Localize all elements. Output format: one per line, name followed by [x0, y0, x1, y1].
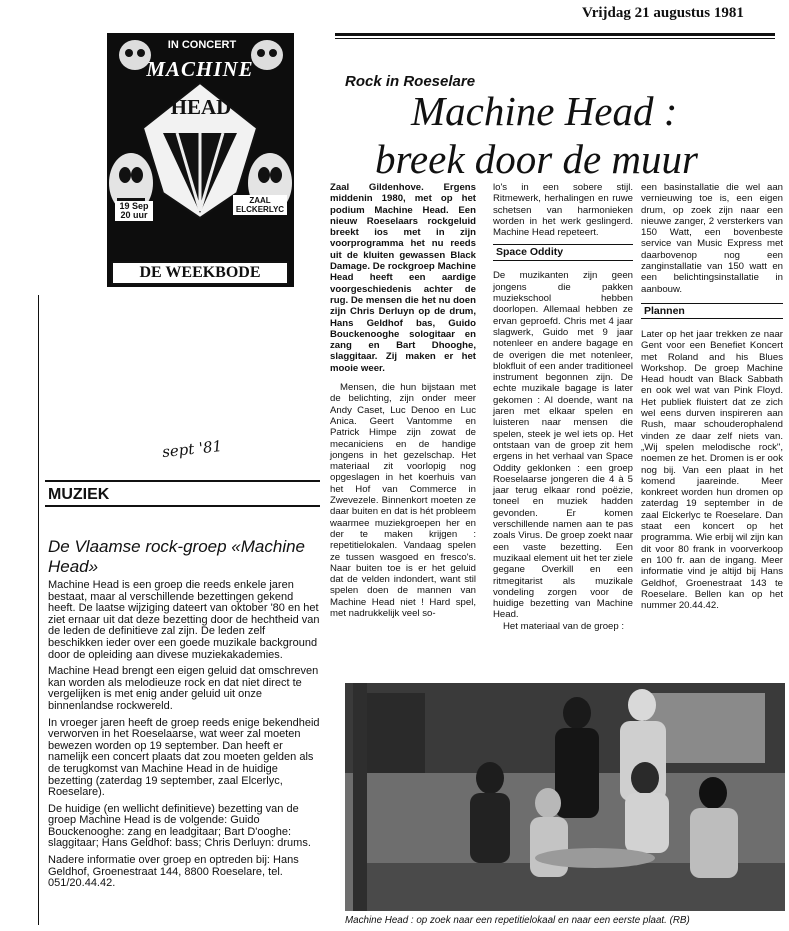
article-title-line2: breek door de muur [375, 136, 698, 182]
clipping-paragraph: Machine Head brengt een eigen geluid dat omschreven kan worden als melodieuze rock en dat niet direct te vergelijken is met enig ander geluid uit onze binnenlandse rockwereld. [48, 665, 319, 712]
poster-band-top: MACHINE [146, 57, 254, 81]
section-rule [45, 505, 320, 507]
article-column-1 [330, 182, 476, 619]
article-title-line1: Machine Head : [411, 88, 678, 134]
article-paragraph: Het materiaal van de groep : [503, 620, 625, 632]
clipping-paragraph: Nadere informatie over groep en optreden bij: Hans Geldhof, Groenestraat 144, 8800 Roeselare, tel. 051/20.44.42. [48, 854, 299, 890]
newspaper-date: Vrijdag 21 augustus 1981 [582, 5, 744, 21]
subhead-space-oddity: Space Oddity [493, 244, 633, 260]
article-paragraph: lo's in een sobere stijl. Ritmewerk, herhalingen en ruwe schetsen van harmonieken worden in het werk geslingerd. Machine Head repeteert. [493, 182, 633, 239]
clipping-headline: De Vlaamse rock-groep «Machine Head» [48, 537, 306, 576]
article-column-2 [493, 182, 633, 632]
concert-poster [107, 33, 294, 287]
clipping-paragraph: Machine Head is een groep die reeds enkele jaren bestaat, maar al verschillende bezettingen gekend heeft. De laatse wijziging dateert van oktober '80 en het ziet ernaar uit dat deze bezetting door de hechtheid van de leden de definitieve zal zijn. De leden zelf beschikken ieder over een goede muzikale background door de opleiding aan divese muziekakademies. [48, 579, 320, 661]
handwritten-date-note: sept '81 [161, 436, 223, 462]
band-photo-artwork [345, 683, 785, 911]
header-rule [335, 33, 775, 36]
subhead-plannen: Plannen [641, 303, 783, 319]
section-label: MUZIEK [48, 486, 110, 503]
article-paragraph: De muzikanten zijn geen jongens die pakken muziekschool hebben doorlopen. Allemaal hebben ze ervan geproefd. Chris met 4 jaar slagwerk, Guido met 9 jaar notenleer en andere bagage en de overigen die met notenleer, blokfluit of een ander traditioneel instrument begonnen zijn. De echte muzikale bagage is later gekomen : Al doende, want na jaren met elkaar spelen en luisteren naar mensen die spelen, steek je wel iets op. Het ontstaan van de groep zit hem ergens in het verhaal van Space Oddity geklonken : een groep Roeselaarse jongeren die 4 à 5 jaar terug elkaar rond poëzie, toneel en muziek hadden gevonden. Er komen verschillende namen aan te pas zoals Virus. De groep zoekt naar een vaste bezetting. Een muzikaal element uit het ter ziele gegane Overkill en een ritmegitarist als muzikale vondeling zorgen voor de huidige bezetting van Machine Head. [493, 270, 633, 621]
article-kicker: Rock in Roeselare [345, 73, 476, 90]
clipping-border [38, 295, 39, 925]
photo-caption: Machine Head : op zoek naar een repetitielokaal en naar een eerste plaat. (RB) [345, 915, 690, 926]
poster-publication: DE WEEKBODE [111, 261, 289, 285]
article-paragraph: Mensen, die hun bijstaan met de belichting, zijn onder meer Andy Caset, Luc Denoo en Luc Anica. Geert Vantomme en Patrick Himpe zijn zowat de mecaniciens en de handige jongens in het gezelschap. Het materiaal zit voorlopig nog opgeslagen in het koerhuis van het Hof van Commerce in Zwevezele. Binnenkort moeten ze daar buiten en dat is hét probleem waarmee muziekgroepen her en der te maken krijgen : repetitielokalen. Vandaag spelen ze tussen wasgoed en fresco's. Naar buiten toe is er het geluid dat de velden indondert, want stil spelen doen de mannen van Machine Head niet ! Hard spel, met nadrukkelijk veel so- [330, 382, 476, 619]
clipping-body [48, 580, 320, 895]
article-intro: Zaal Gildenhove. Ergens middenin 1980, met op het podium Machine Head. Een nieuw Roeselaars rockgeluid breekt ios met in zijn voorprogramma het nu reeds uit de kluiten gewassen Black Damage. De rockgroep Machine Head heeft een aardige voorgeschiedenis achter de rug. De mensen die het nu doen zijn Chris Derluyn op de drum, Hans Geldhof bas, Guido Bouckenooghe sologitaar en zang en Bart Dhooghe, slaggitaar. Zij maken er het mooie weer. [330, 182, 476, 374]
article-paragraph: Later op het jaar trekken ze naar Gent voor een Benefiet Koncert met Roland and his Blues Workshop. De groep Machine Head houdt van Black Sabbath en ook wel wat van Pink Floyd. Het publiek fluistert dat ze zich wel eens durven inspireren aan Rush, maar schouderophalend vinden ze daar zelf niets van. „Wij spelen melodische rock", noemen ze het. Dromen is er ook nog bij. Van een plaat in het komend jaareinde. Meer konkreet worden hun dromen op zaterdag 19 september in de zaal Elckerlyc te Roeselare. Dan staat een koncert op het programma. Wie erbij wil zijn kan dit voor 80 frank in voorverkoop en 100 fr. aan de ingang. Meer informatie vind je altijd bij Hans Geldhof, Groenestraat 143 te Roeselare. Bellen kan op het nummer 20.44.42. [641, 328, 783, 612]
header-rule-thin [335, 38, 775, 39]
clipping-paragraph: In vroeger jaren heeft de groep reeds enige bekendheid verworven in het Roeselaarse, wat weer zal moeten bewezen worden op 19 september. Dan heeft er namelijk een concert plaats dat zou moeten gelden als de terugkomst van Machine Head in de huidige bezetting (zaterdag 19 september, zaal Elcerlyc, Roeselare). [48, 716, 320, 799]
section-rule [45, 480, 320, 482]
article-column-3 [641, 182, 783, 611]
article-paragraph: een basinstallatie die wel aan vernieuwing toe is, een eigen drum, op zoek zijn naar een nieuwe zanger, 2 versterkers van 150 Watt, een bovenbeste service van Music Express met daarbovenop nog een zanginstallatie van 150 watt en een belichtingsinstallatie in aanbouw. [641, 182, 783, 295]
poster-date: 19 Sep 20 uur [115, 201, 153, 221]
poster-venue: ZAAL ELCKERLYC [233, 195, 287, 215]
poster-band-bottom: HEAD [170, 95, 232, 119]
band-photo [345, 683, 785, 911]
clipping-paragraph: De huidige (en wellicht definitieve) bezetting van de groep Machine Head is de volgende: Guido Bouckenooghe: zang en leadgitaar; Bart D'ooghe: slaggitaar; Hans Geldhof: bass; Chris Derluyn: drums. [48, 802, 311, 850]
poster-in-concert: IN CONCERT [167, 39, 237, 51]
